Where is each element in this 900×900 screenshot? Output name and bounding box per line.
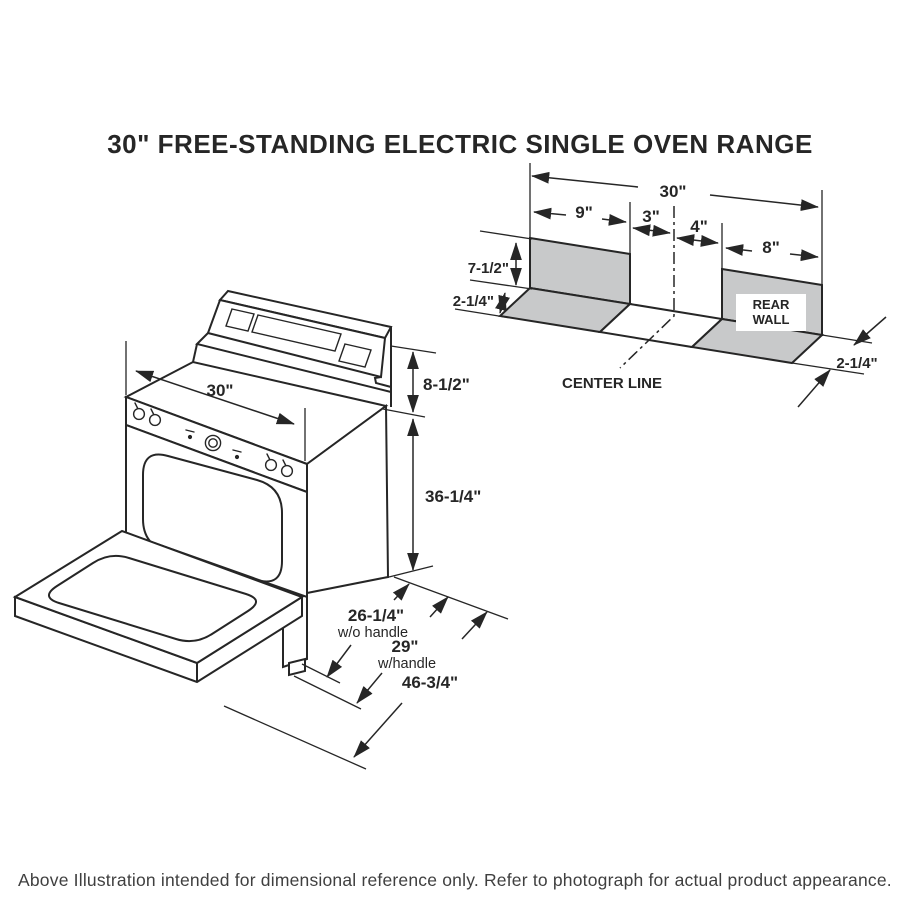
dim-wall-seg-right-label: 8" <box>762 238 780 257</box>
extension-line <box>383 409 425 417</box>
center-line-label: CENTER LINE <box>561 375 663 392</box>
dimension-arrow <box>532 176 638 187</box>
range-isometric-view <box>15 291 508 769</box>
dim-wall-gap-left <box>633 207 670 233</box>
dimension-arrow <box>602 219 626 222</box>
dim-body-height <box>389 419 481 577</box>
dimension-arrow <box>500 293 505 313</box>
rear-wall-label-line1: REAR <box>752 297 790 312</box>
extension-line <box>455 309 505 317</box>
dimension-arrow <box>677 238 718 243</box>
dim-depth-door-open-label: 46-3/4" <box>401 673 459 692</box>
dim-wall-seg-right <box>726 238 818 257</box>
cooktop-rear-trim <box>193 344 197 362</box>
control-knob <box>266 460 277 471</box>
dim-backsplash-height-label: 8-1/2" <box>423 375 470 394</box>
disclaimer-text: Above Illustration intended for dimensional reference only. Refer to photograph for actual product appearance. <box>18 870 892 890</box>
control-knob <box>150 415 161 426</box>
control-knob <box>282 466 293 477</box>
extension-line <box>389 566 433 577</box>
rear-wall-clearance-view <box>453 163 886 407</box>
backsplash-notch <box>375 377 391 387</box>
dim-panel-height <box>468 231 532 289</box>
extension-line-rear <box>394 577 508 619</box>
dim-base-depth-left-label: 2-1/4" <box>452 293 494 310</box>
dimension-arrow <box>534 212 566 215</box>
oven-control-knob-inner <box>209 439 217 447</box>
extension-line <box>480 231 532 239</box>
extension-line-door <box>224 706 366 769</box>
depth-arrow-door-open <box>354 703 402 757</box>
dim-wall-seg-left-label: 9" <box>575 203 593 222</box>
page-title: 30" FREE-STANDING ELECTRIC SINGLE OVEN RANGE <box>107 129 813 159</box>
dimension-arrow <box>854 317 886 345</box>
control-knob <box>134 409 145 420</box>
depth-arrow-body <box>327 645 351 677</box>
dimension-arrow <box>726 248 752 251</box>
rear-wall-label-line2: WALL <box>752 312 790 327</box>
depth-arrow-door-open <box>462 612 487 639</box>
dim-depth-body-label: 26-1/4" <box>347 606 405 625</box>
dim-depth-handle-note: w/handle <box>377 656 437 672</box>
dim-base-depth-left <box>453 293 505 317</box>
extension-line <box>470 280 532 289</box>
dim-wall-total-width-label: 30" <box>659 182 687 201</box>
depth-arrow-body <box>394 584 409 600</box>
dim-wall-gap-right-label: 4" <box>690 217 708 236</box>
dimension-arrow <box>710 195 818 207</box>
dim-panel-height-label: 7-1/2" <box>467 260 509 277</box>
dimension-arrow <box>633 228 670 233</box>
dim-wall-gap-left-label: 3" <box>642 207 660 226</box>
dim-base-depth-right-label: 2-1/4" <box>836 355 878 372</box>
dim-depth-handle-label: 29" <box>391 637 419 656</box>
extension-line <box>391 346 436 353</box>
dim-backsplash-height <box>383 346 470 417</box>
depth-arrow-handle <box>357 673 382 703</box>
dim-body-height-label: 36-1/4" <box>425 487 482 506</box>
range-foot <box>289 659 305 675</box>
depth-arrow-handle <box>430 597 448 617</box>
dim-depth-body-note: w/o handle <box>337 625 409 641</box>
extension-line-handle <box>294 676 361 709</box>
indicator-dot <box>189 436 192 439</box>
indicator-dot <box>236 456 239 459</box>
dimension-arrow <box>798 370 830 407</box>
dimension-arrow <box>790 254 818 257</box>
dim-wall-gap-right <box>677 217 718 243</box>
dim-cooktop-width-label: 30" <box>206 381 234 400</box>
dim-wall-seg-left <box>534 203 626 222</box>
